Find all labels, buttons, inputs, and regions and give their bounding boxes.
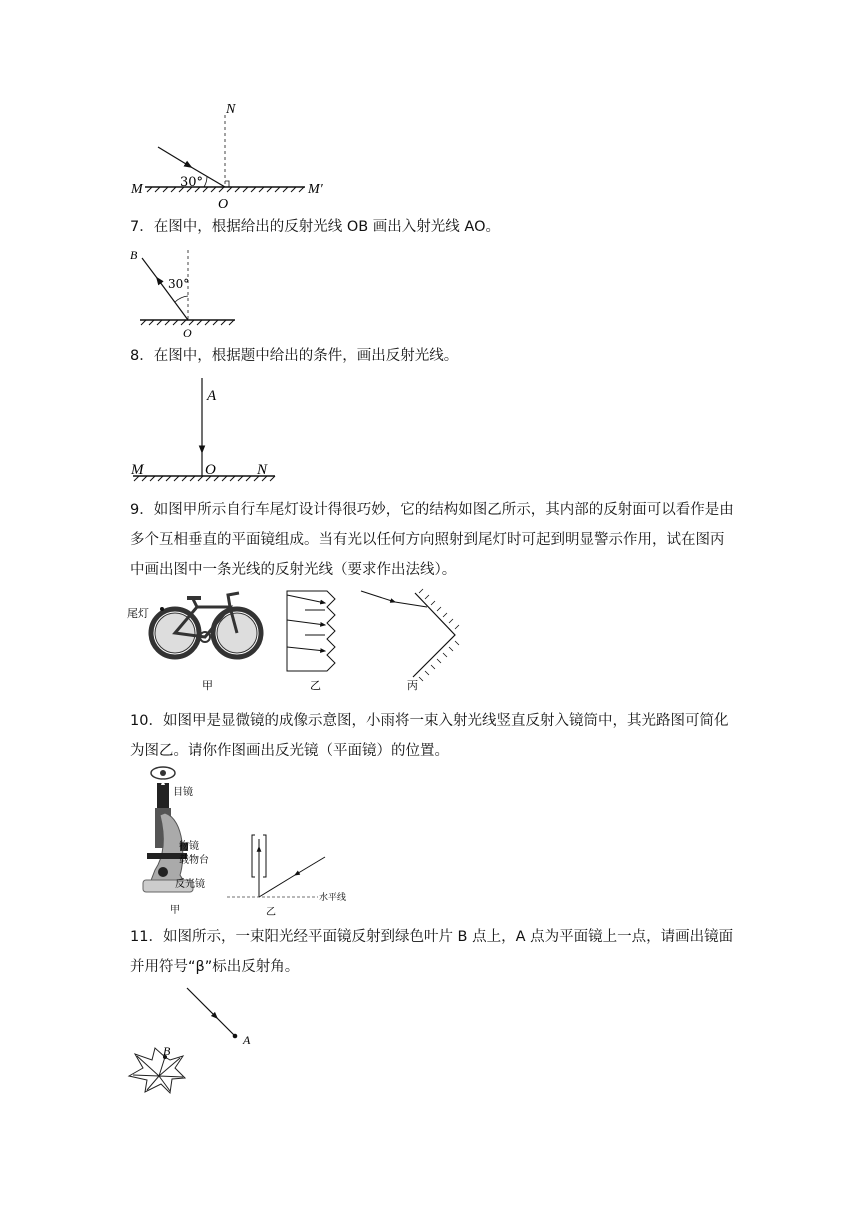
label-eyepiece: 目镜 [173,787,193,798]
caption-jia: 甲 [202,679,213,692]
sunlight-ray [187,988,217,1018]
figure-q11 [125,980,275,1095]
label-objective: 物镜 [179,841,199,852]
figure-q10 [125,765,365,918]
caption-jia: 甲 [170,905,180,916]
incident-ray [295,857,325,875]
question-11: 11．如图所示，一束阳光经平面镜反射到绿色叶片 B 点上，A 点为平面镜上一点，请画出镜面并用符号“β”标出反射角。 [130,929,734,975]
label-B: B [163,1044,171,1058]
label-A: A [243,1033,251,1047]
label-M: M [131,462,144,478]
label-M: M [131,182,143,197]
incident-ray [158,147,191,167]
label-stage: 载物台 [179,855,209,866]
incident-ray [361,591,395,602]
point-A [233,1034,238,1039]
figure-q7 [125,246,250,341]
label-mirror: 反光镜 [175,879,205,890]
microscope-illustration [143,767,193,892]
label-N: N [257,462,268,478]
label-B: B [130,248,138,262]
label-O: O [218,197,229,212]
taillight-dot [160,607,164,611]
question-7: 7．在图中，根据给出的反射光线 OB 画出入射光线 AO。 [130,219,500,235]
question-9: 9．如图甲所示自行车尾灯设计得很巧妙，它的结构如图乙所示，其内部的反射面可以看作是由多个互相垂直的平面镜组成。当有光以任何方向照射到尾灯时可起到明显警示作用，试在图丙中画出图中一条光线的反射光线（要求作出法线）。 [130,502,734,578]
label-N: N [226,102,236,117]
angle-label: 30° [168,277,190,291]
figure-q9 [125,585,470,695]
label-O: O [183,326,192,340]
bicycle-illustration [151,593,261,657]
reflector-structure [287,591,335,671]
question-10: 10．如图甲是显微镜的成像示意图，小雨将一束入射光线竖直反射入镜筒中，其光路图可简化为图乙。请你作图画出反光镜（平面镜）的位置。 [130,713,729,759]
angle-label: 30° [180,175,204,190]
figure-q8 [125,372,295,484]
figure-q6 [125,95,335,210]
taillight-label: 尾灯 [127,607,149,620]
label-horizontal: 水平线 [319,893,347,903]
caption-bing: 丙 [407,679,418,692]
label-O: O [205,462,216,478]
label-A: A [207,388,217,404]
question-8: 8．在图中，根据题中给出的条件，画出反射光线。 [130,348,459,364]
caption-yi: 乙 [266,907,276,918]
label-M-prime: M′ [308,182,323,197]
leaf-illustration [129,1048,185,1093]
caption-yi: 乙 [310,679,321,692]
